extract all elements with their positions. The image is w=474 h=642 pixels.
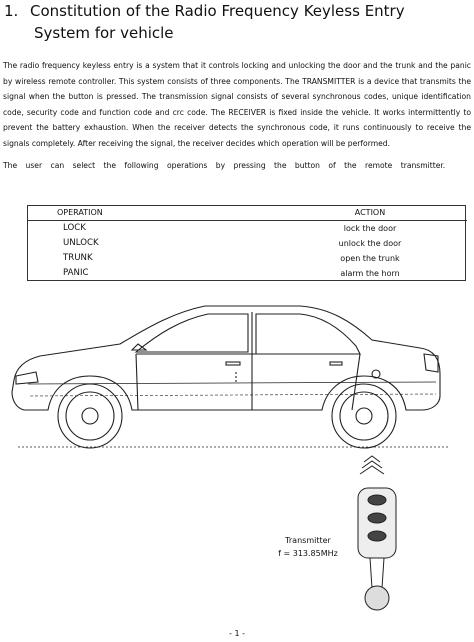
operation-cell: LOCK	[63, 223, 86, 233]
transmitter-label: Transmitter	[285, 536, 331, 545]
header-action: ACTION	[213, 205, 467, 221]
table-header-row	[27, 205, 467, 221]
car-illustration	[0, 292, 474, 462]
table-row	[27, 221, 467, 237]
operations-intro: The user can select the following operations by pressing the button of the remote transmitter.	[3, 161, 446, 170]
section-number: 1.	[4, 2, 19, 20]
action-cell: unlock the door	[338, 239, 402, 248]
action-cell: open the trunk	[340, 254, 400, 263]
transmitter-frequency: f = 313.85MHz	[278, 549, 338, 558]
heading-line-2: System for vehicle	[34, 24, 174, 42]
operation-cell: UNLOCK	[63, 238, 99, 248]
section-heading	[4, 0, 470, 44]
operation-cell: PANIC	[63, 268, 89, 278]
header-operation: OPERATION	[27, 205, 213, 221]
action-cell: lock the door	[343, 224, 397, 233]
remote-transmitter-icon	[352, 448, 402, 618]
table-row	[27, 251, 467, 266]
transmitter-caption	[263, 534, 353, 560]
description-paragraph: The radio frequency keyless entry is a system that it controls locking and unlocking the door and the trunk and the panic by wireless remote controller. This system consists of three components. The TRANSMITTER is a device that transmits the signal when the button is pressed. The transmission signal consists of several synchronous codes, unique identification code, security code and function code and crc code. The RECEIVER is fixed inside the vehicle. It works intermittently to prevent the battery exhaustion. When the receiver detects the synchronous code, it runs continuously to receive the signals completely. After receiving the signal, the receiver decides which operation will be performed.	[3, 61, 471, 148]
table-row	[27, 266, 467, 281]
operation-cell: TRUNK	[63, 253, 93, 263]
page-number: - 1 -	[229, 629, 245, 638]
heading-line-1: Constitution of the Radio Frequency Keyless Entry	[30, 2, 405, 20]
operations-table	[27, 205, 467, 281]
action-cell: alarm the horn	[340, 269, 400, 278]
table-row	[27, 236, 467, 251]
